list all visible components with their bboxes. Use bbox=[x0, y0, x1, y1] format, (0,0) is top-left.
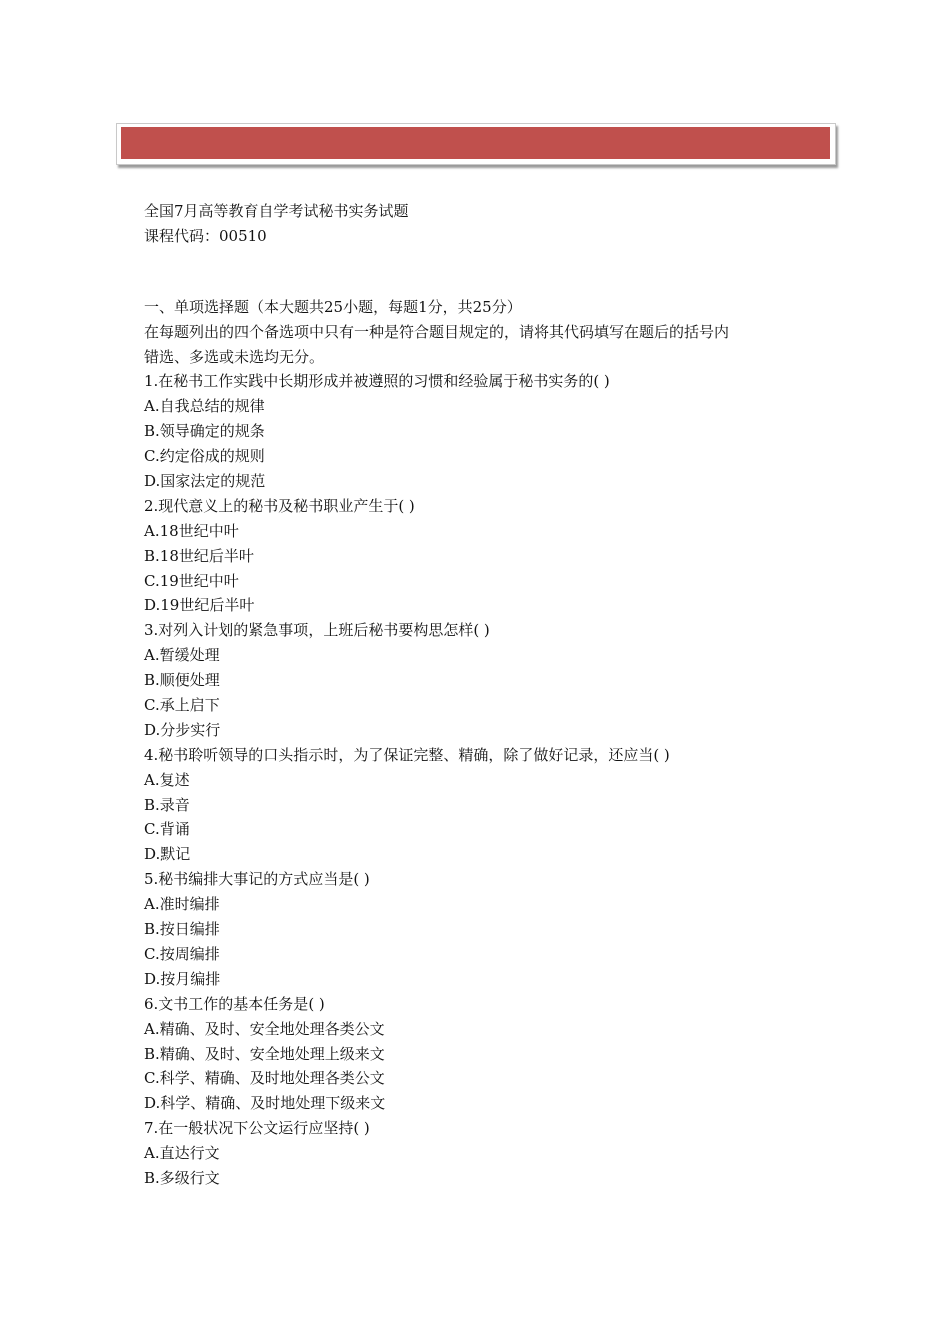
document-title: 全国7月高等教育自学考试秘书实务试题 bbox=[144, 202, 409, 220]
question-stem: 6.文书工作的基本任务是( ) bbox=[144, 994, 325, 1013]
answer-option: C.约定俗成的规则 bbox=[144, 447, 265, 466]
header-banner bbox=[116, 123, 836, 165]
banner-bar bbox=[121, 127, 830, 159]
question-stem: 2.现代意义上的秘书及秘书职业产生于( ) bbox=[144, 496, 415, 515]
answer-option: B.录音 bbox=[144, 795, 190, 814]
answer-option: B.多级行文 bbox=[144, 1168, 220, 1187]
answer-option: A.直达行文 bbox=[144, 1144, 220, 1163]
answer-option: A.自我总结的规律 bbox=[144, 397, 265, 416]
section-instruction: 错选、多选或未选均无分。 bbox=[144, 347, 325, 366]
question-stem: 5.秘书编排大事记的方式应当是( ) bbox=[144, 870, 370, 889]
answer-option: A.暂缓处理 bbox=[144, 646, 220, 665]
answer-option: B.18世纪后半叶 bbox=[144, 546, 254, 565]
section-heading: 一、单项选择题（本大题共25小题，每题1分，共25分） bbox=[144, 297, 522, 316]
question-stem: 7.在一般状况下公文运行应坚持( ) bbox=[144, 1119, 370, 1138]
answer-option: C.按周编排 bbox=[144, 944, 220, 963]
answer-option: A.精确、及时、安全地处理各类公文 bbox=[144, 1019, 385, 1038]
answer-option: A.准时编排 bbox=[144, 895, 220, 914]
answer-option: B.按日编排 bbox=[144, 920, 220, 939]
answer-option: D.默记 bbox=[144, 845, 191, 864]
answer-option: C.科学、精确、及时地处理各类公文 bbox=[144, 1069, 385, 1088]
question-stem: 1.在秘书工作实践中长期形成并被遵照的习惯和经验属于秘书实务的( ) bbox=[144, 372, 610, 391]
question-stem: 3.对列入计划的紧急事项，上班后秘书要构思怎样( ) bbox=[144, 621, 490, 640]
answer-option: C.承上启下 bbox=[144, 696, 220, 715]
answer-option: D.按月编排 bbox=[144, 969, 221, 988]
answer-option: D.19世纪后半叶 bbox=[144, 596, 255, 615]
answer-option: C.背诵 bbox=[144, 820, 190, 839]
course-code: 课程代码：00510 bbox=[144, 226, 267, 245]
answer-option: B.顺便处理 bbox=[144, 671, 220, 690]
question-stem: 4.秘书聆听领导的口头指示时，为了保证完整、精确，除了做好记录，还应当( ) bbox=[144, 745, 670, 764]
section-instruction: 在每题列出的四个备选项中只有一种是符合题目规定的，请将其代码填写在题后的括号内 bbox=[144, 322, 730, 341]
answer-option: A.18世纪中叶 bbox=[144, 521, 239, 540]
document-body bbox=[144, 199, 844, 1191]
answer-option: D.科学、精确、及时地处理下级来文 bbox=[144, 1094, 386, 1113]
answer-option: B.领导确定的规条 bbox=[144, 422, 265, 441]
answer-option: A.复述 bbox=[144, 770, 190, 789]
answer-option: C.19世纪中叶 bbox=[144, 571, 239, 590]
answer-option: B.精确、及时、安全地处理上级来文 bbox=[144, 1044, 385, 1063]
answer-option: D.分步实行 bbox=[144, 720, 221, 739]
answer-option: D.国家法定的规范 bbox=[144, 472, 266, 491]
